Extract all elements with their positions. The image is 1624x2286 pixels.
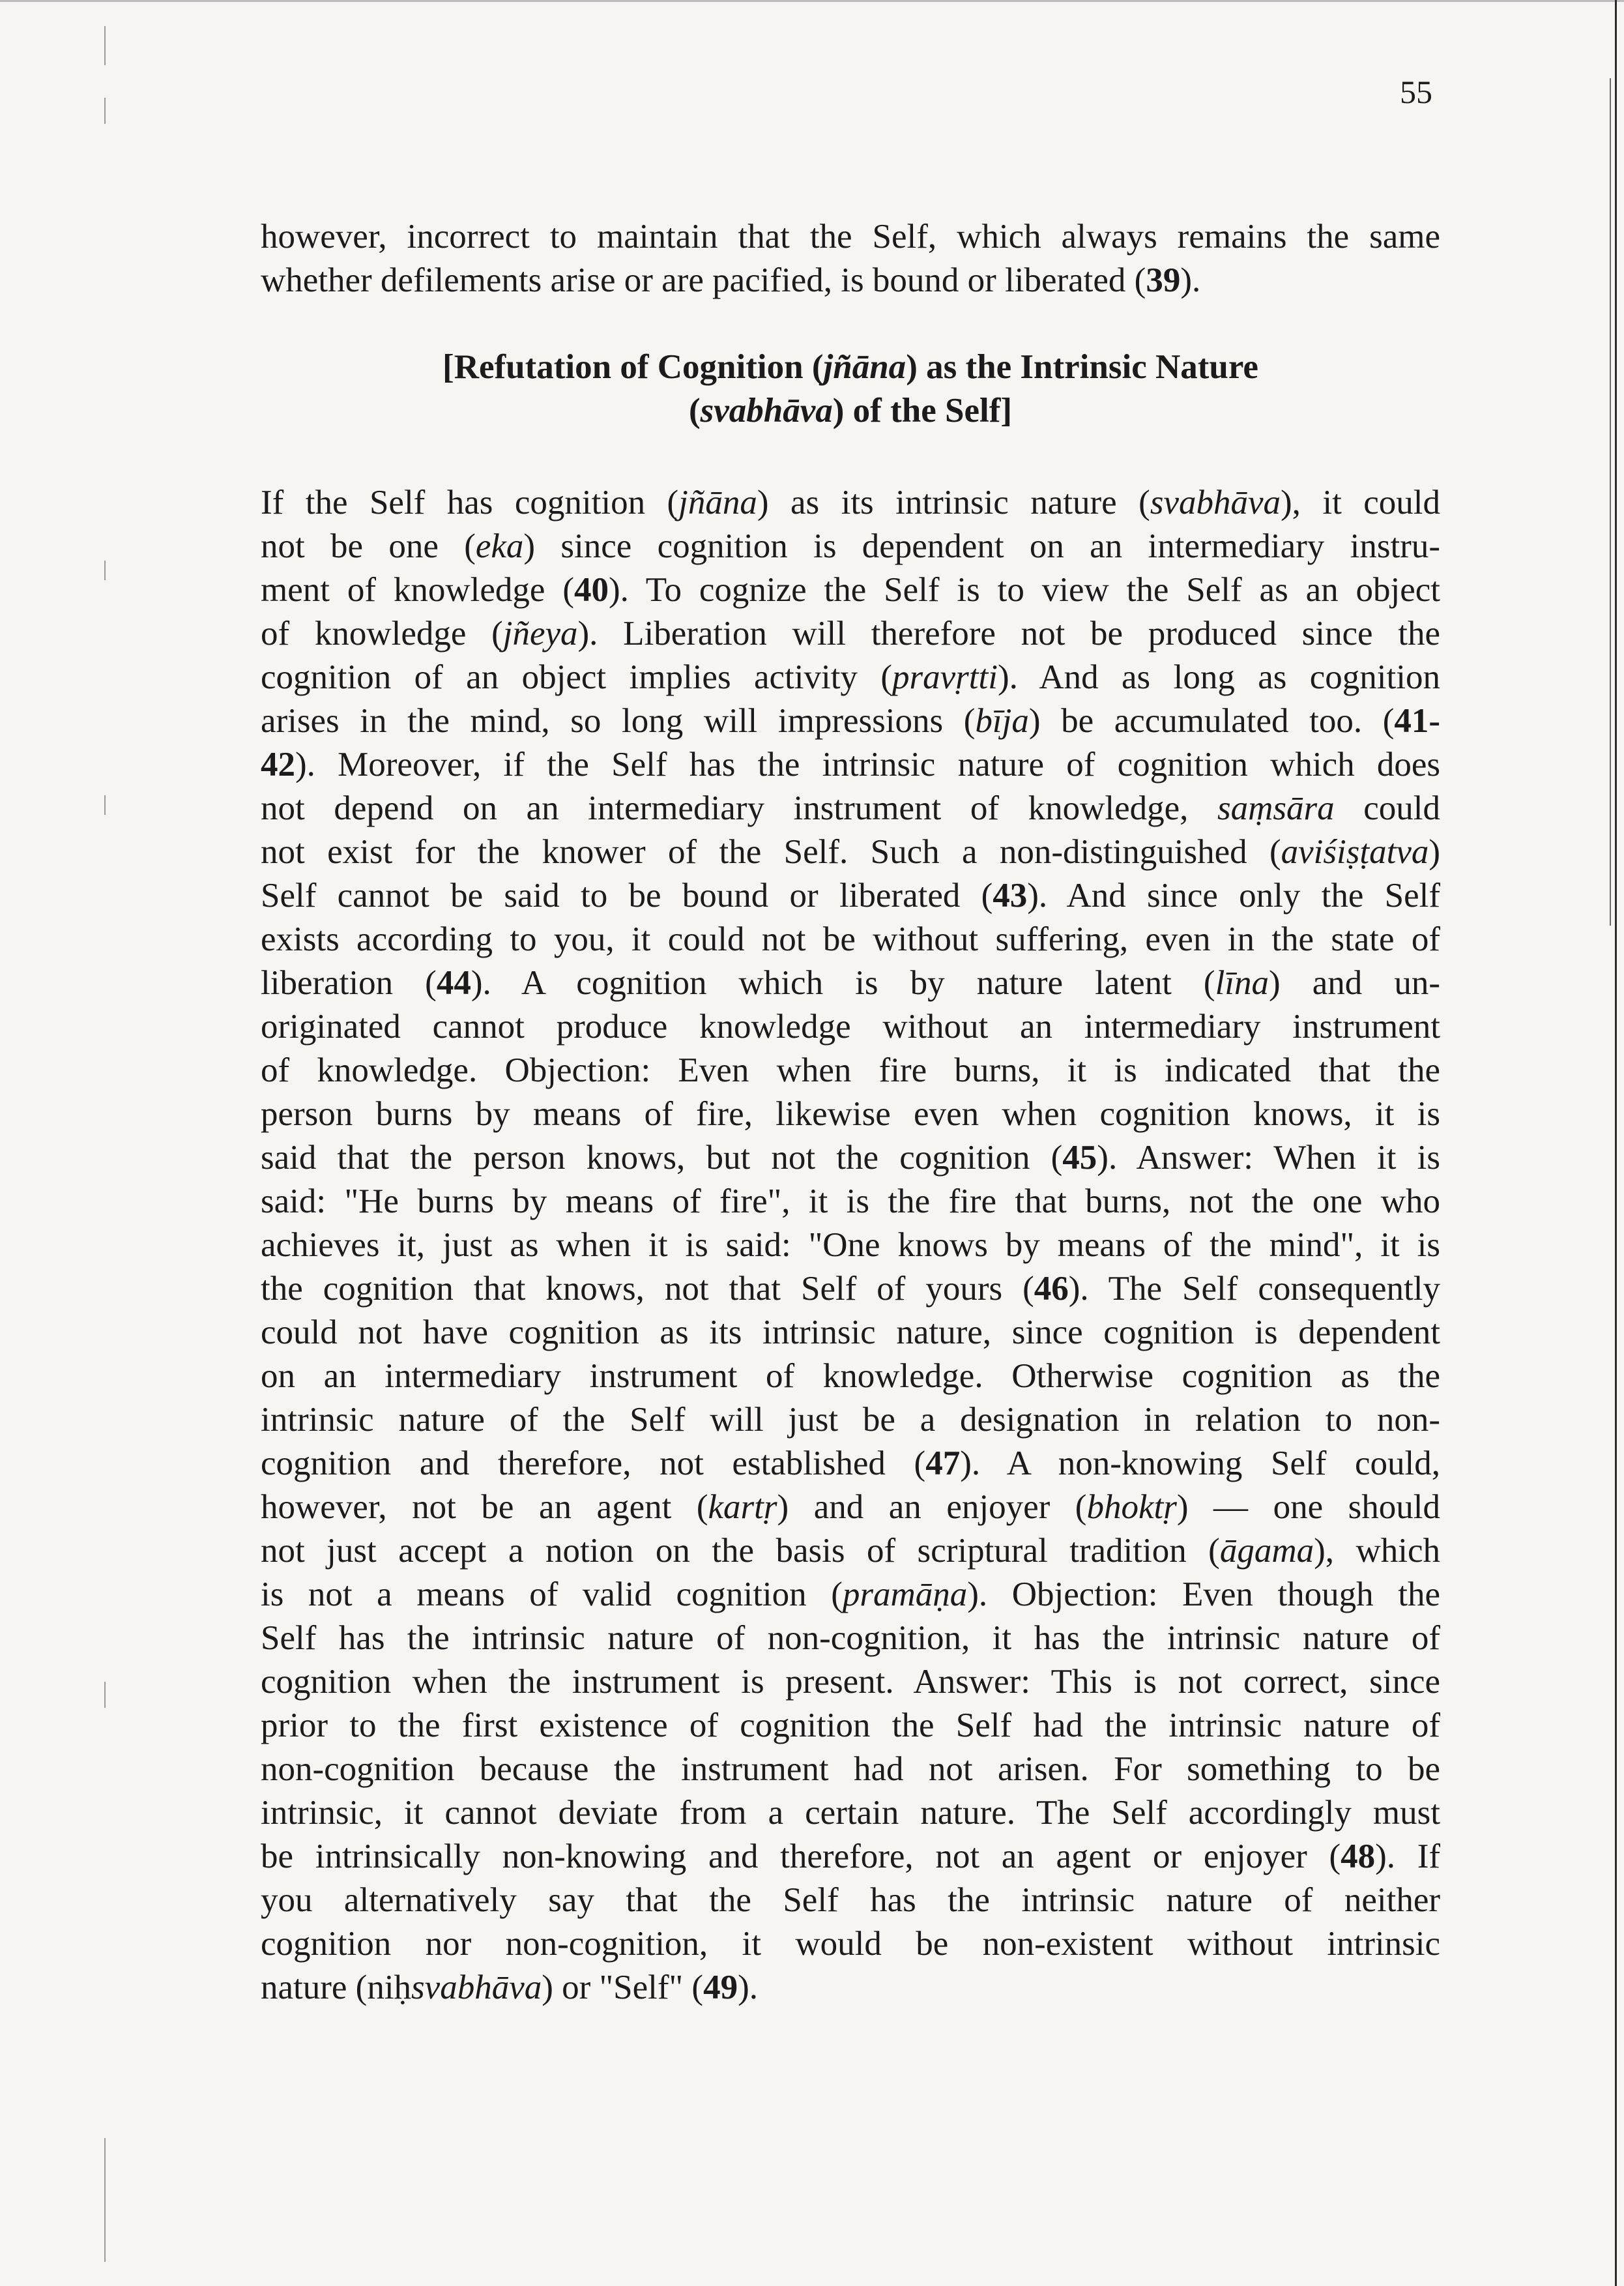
text-line: achieves it, just as when it is said: "One knows by means of the mind", it is xyxy=(261,1226,1440,1264)
text-line: the cognition that knows, not that Self of yours (46). The Self consequently xyxy=(261,1270,1440,1308)
margin-mark xyxy=(104,26,106,65)
text-line: nature (niḥsvabhāva) or "Self" (49). xyxy=(261,1969,758,2006)
text-line: intrinsic, it cannot deviate from a certain nature. The Self accordingly must xyxy=(261,1794,1440,1832)
margin-mark xyxy=(104,795,106,815)
text-line: whether defilements arise or are pacified, is bound or liberated (39). xyxy=(261,261,1201,299)
right-scan-edge xyxy=(1615,0,1617,2286)
text-line: of knowledge (jñeya). Liberation will therefore not be produced since the xyxy=(261,615,1440,652)
text-line: Self cannot be said to be bound or liberated (43). And since only the Self xyxy=(261,877,1440,915)
text-line: arises in the mind, so long will impressions (bīja) be accumulated too. (41- xyxy=(261,702,1440,740)
page-number: 55 xyxy=(1400,74,1432,110)
text-line: not be one (eka) since cognition is dependent on an intermediary instru- xyxy=(261,527,1440,565)
margin-mark xyxy=(104,98,106,124)
text-line: liberation (44). A cognition which is by nature latent (līna) and un- xyxy=(261,964,1441,1002)
heading-line-2: (svabhāva) of the Self] xyxy=(688,392,1013,430)
top-scan-edge xyxy=(0,0,1624,2)
intro-paragraph xyxy=(261,215,1440,302)
margin-mark xyxy=(104,561,106,580)
right-binding-shadow xyxy=(1610,78,1611,926)
text-line: exists according to you, it could not be without suffering, even in the state of xyxy=(261,920,1440,958)
heading-line-1: [Refutation of Cognition (jñāna) as the Intrinsic Nature xyxy=(442,348,1258,386)
text-line: not depend on an intermediary instrument of knowledge, saṃsāra could xyxy=(261,789,1441,827)
text-line: cognition of an object implies activity (pravṛtti). And as long as cognition xyxy=(261,658,1440,696)
text-line: If the Self has cognition (jñāna) as its intrinsic nature (svabhāva), it could xyxy=(261,484,1440,521)
text-line: however, not be an agent (kartṛ) and an enjoyer (bhoktṛ) — one should xyxy=(261,1488,1440,1526)
text-line: person burns by means of fire, likewise even when cognition knows, it is xyxy=(261,1095,1440,1133)
text-line: ment of knowledge (40). To cognize the Self is to view the Self as an object xyxy=(261,571,1440,609)
section-heading xyxy=(261,345,1440,433)
text-line: non-cognition because the instrument had not arisen. For something to be xyxy=(261,1750,1440,1788)
text-line: of knowledge. Objection: Even when fire burns, it is indicated that the xyxy=(261,1051,1440,1089)
text-line: is not a means of valid cognition (pramāṇa). Objection: Even though the xyxy=(261,1575,1440,1613)
text-line: could not have cognition as its intrinsic nature, since cognition is dependent xyxy=(261,1313,1440,1351)
text-line: not just accept a notion on the basis of scriptural tradition (āgama), which xyxy=(261,1532,1440,1570)
body-paragraph xyxy=(261,481,1440,2010)
text-line: originated cannot produce knowledge without an intermediary instrument xyxy=(261,1008,1440,1046)
text-line: however, incorrect to maintain that the Self, which always remains the same xyxy=(261,218,1440,256)
text-line: said that the person knows, but not the cognition (45). Answer: When it is xyxy=(261,1139,1440,1177)
margin-mark xyxy=(104,1682,106,1708)
text-line: cognition nor non-cognition, it would be non-existent without intrinsic xyxy=(261,1925,1440,1963)
text-line: said: "He burns by means of fire", it is the fire that burns, not the one who xyxy=(261,1182,1440,1220)
left-margin-marks xyxy=(104,0,108,2286)
text-line: not exist for the knower of the Self. Such a non-distinguished (aviśiṣṭatva) xyxy=(261,833,1440,871)
text-line: prior to the first existence of cognition the Self had the intrinsic nature of xyxy=(261,1707,1440,1744)
text-line: be intrinsically non-knowing and therefore, not an agent or enjoyer (48). If xyxy=(261,1838,1441,1875)
margin-mark xyxy=(104,2138,106,2262)
text-line: cognition and therefore, not established (47). A non-knowing Self could, xyxy=(261,1444,1441,1482)
text-line: you alternatively say that the Self has the intrinsic nature of neither xyxy=(261,1881,1440,1919)
text-line: on an intermediary instrument of knowledge. Otherwise cognition as the xyxy=(261,1357,1440,1395)
text-line: Self has the intrinsic nature of non-cognition, it has the intrinsic nature of xyxy=(261,1619,1440,1657)
text-line: 42). Moreover, if the Self has the intrinsic nature of cognition which does xyxy=(261,746,1440,784)
text-line: intrinsic nature of the Self will just be a designation in relation to non- xyxy=(261,1401,1440,1439)
text-line: cognition when the instrument is present. Answer: This is not correct, since xyxy=(261,1663,1440,1701)
